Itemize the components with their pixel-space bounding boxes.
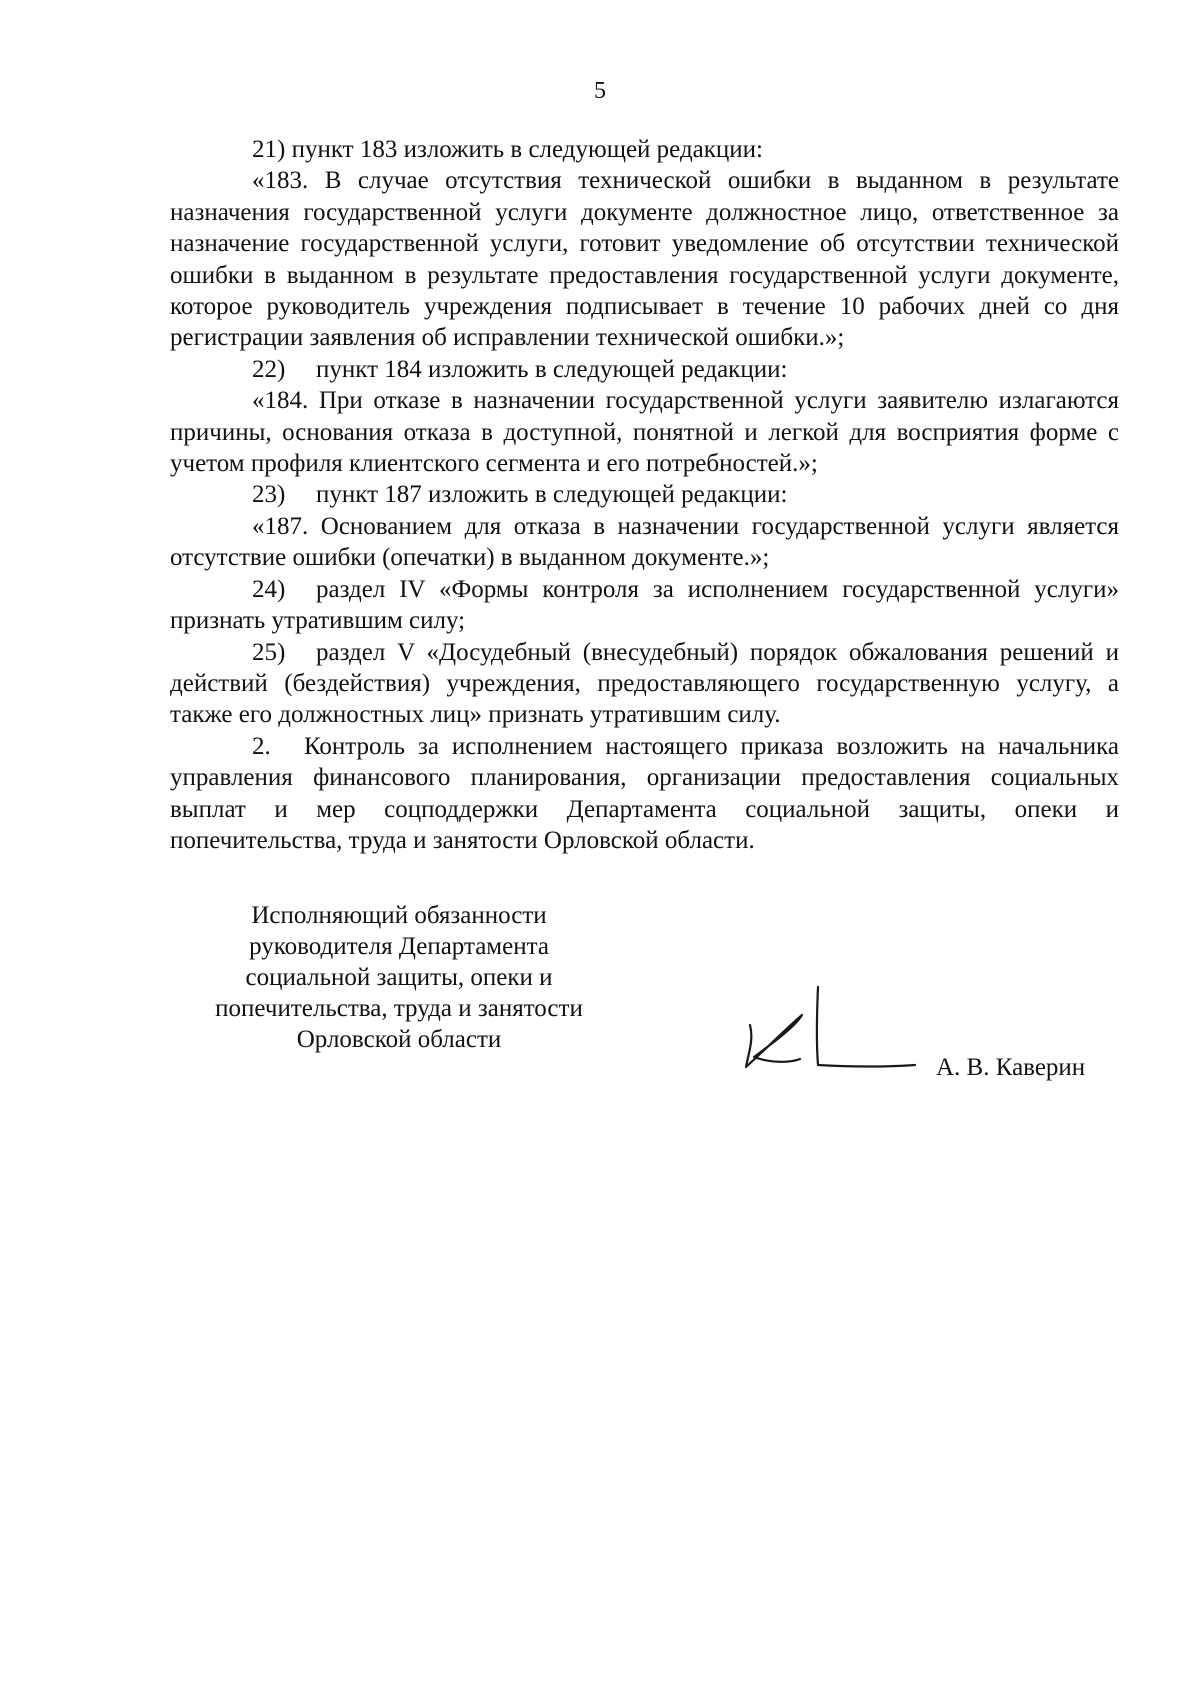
paragraph-187-text: «187. Основанием для отказа в назначении государственной услуги является отсутствие ошибки (опечатки) в выданном документе.»; <box>170 512 1119 572</box>
paragraph-184-text: «184. При отказе в назначении государственной услуги заявителю излагаются причины, основания отказа в доступной, понятной и легкой для восприятия форме с учетом профиля клиентского сегмента и его потребностей.»; <box>170 387 1119 478</box>
paragraph-item-24 <box>170 574 1119 637</box>
item-text: раздел IV «Формы контроля за исполнением государственной услуги» признать утратившим силу; <box>170 575 1119 635</box>
signatory-title-line: социальной защиты, опеки и <box>245 964 553 991</box>
item-number: 23) <box>252 481 286 509</box>
item-number: 2. <box>252 732 271 760</box>
item-number: 24) <box>252 575 286 603</box>
paragraph-item-25 <box>170 637 1119 731</box>
page-number: 5 <box>594 78 606 104</box>
signatory-title-line: Орловской области <box>296 1026 502 1053</box>
paragraph-183-text: «183. В случае отсутствия технической ошибки в выданном в результате назначения государственной услуги документе должностное лицо, ответственное за назначение государственной услуги, готовит уведомление об отсутствии технической ошибки в выданном в результате предоставления государственной услуги документе, которое руководитель учреждения подписывает в течение 10 рабочих дней со дня регистрации заявления об исправлении технической ошибки.»; <box>170 167 1119 352</box>
handwritten-signature <box>740 985 920 1075</box>
signatory-title-block <box>190 900 608 1055</box>
paragraph-item-22 <box>170 354 1119 385</box>
paragraph-item-21: 21) пункт 183 изложить в следующей редакции: <box>252 136 763 163</box>
signer-name: А. В. Каверин <box>936 1054 1086 1081</box>
item-number: 25) <box>252 638 286 666</box>
signatory-title-line: руководителя Департамента <box>249 933 549 960</box>
signatory-title-line: Исполняющий обязанности <box>251 902 547 929</box>
item-text: пункт 184 изложить в следующей редакции: <box>316 355 788 383</box>
item-text: раздел V «Досудебный (внесудебный) порядок обжалования решений и действий (бездействия) учреждения, предоставляющего государственную услугу, а также его должностных лиц» признать утратившим силу. <box>170 638 1119 729</box>
paragraph-item-23 <box>170 479 1119 510</box>
item-text: пункт 187 изложить в следующей редакции: <box>316 481 788 509</box>
paragraph-item-2 <box>170 731 1119 857</box>
item-number: 22) <box>252 355 286 383</box>
item-text: Контроль за исполнением настоящего приказа возложить на начальника управления финансового планирования, организации предоставления социальных выплат и мер соцподдержки Департамента социальной защиты, опеки и попечительства, труда и занятости Орловской области. <box>170 732 1119 854</box>
document-body <box>170 134 1119 856</box>
signatory-title-line: попечительства, труда и занятости <box>215 995 583 1022</box>
